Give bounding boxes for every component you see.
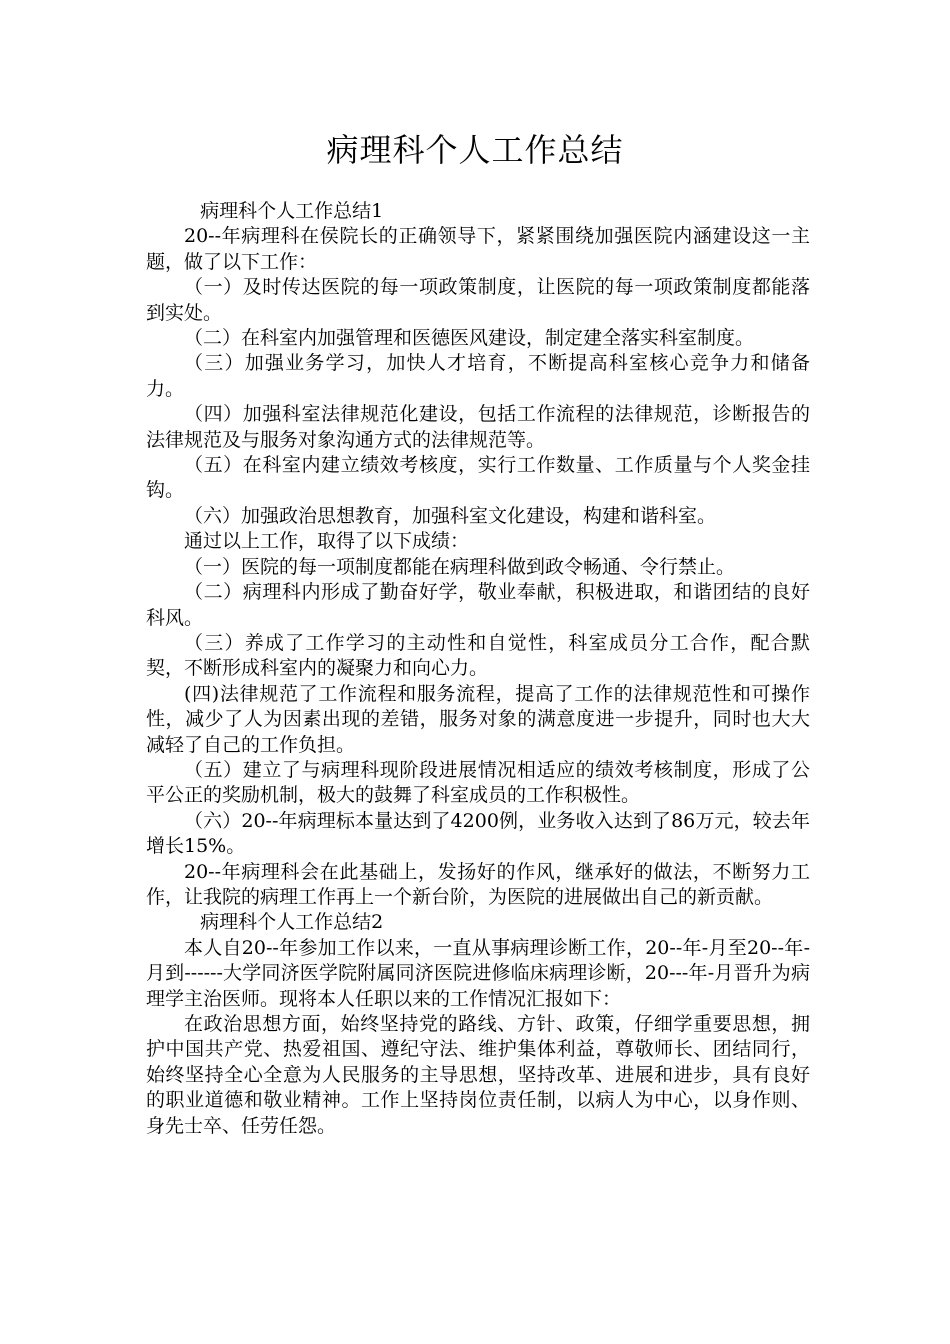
paragraph: 通过以上工作，取得了以下成绩： (184, 530, 470, 553)
paragraph: （四）加强科室法律规范化建设，包括工作流程的法律规范，诊断报告的法律规范及与服务对象沟通方式的法律规范等。 (146, 403, 810, 451)
section-heading-1: 病理科个人工作总结1 (200, 200, 384, 222)
paragraph: （三）加强业务学习，加快人才培育，不断提高科室核心竞争力和储备力。 (146, 352, 810, 400)
paragraph: （六）加强政治思想教育，加强科室文化建设，构建和谐科室。 (184, 504, 717, 527)
document-title: 病理科个人工作总结 (326, 131, 624, 169)
paragraph: （三）养成了工作学习的主动性和自觉性，科室成员分工合作，配合默契，不断形成科室内的凝聚力和向心力。 (146, 631, 810, 680)
paragraph: 在政治思想方面，始终坚持党的路线、方针、政策，仔细学重要思想，拥护中国共产党、热爱祖国、遵纪守法、维护集体利益，尊敬师长、团结同行，始终坚持全心全意为人民服务的主导思想，坚持改革、进展和进步，具有良好的职业道德和敬业精神。工作上坚持岗位责任制，以病人为中心，以身作则、身先士卒、任劳任怨。 (146, 1013, 810, 1137)
paragraph: （一）及时传达医院的每一项政策制度，让医院的每一项政策制度都能落到实处。 (146, 276, 810, 324)
paragraph: （一）医院的每一项制度都能在病理科做到政令畅通、令行禁止。 (184, 555, 736, 578)
paragraph: （二）在科室内加强管理和医德医风建设，制定建全落实科室制度。 (184, 327, 755, 350)
paragraph: （五）在科室内建立绩效考核度，实行工作数量、工作质量与个人奖金挂钩。 (146, 454, 810, 502)
paragraph: （六）20--年病理标本量达到了4200例，业务收入达到了86万元，较去年增长15%。 (146, 809, 810, 858)
paragraph: 20--年病理科会在此基础上，发扬好的作风，继承好的做法，不断努力工作，让我院的病理工作再上一个新台阶，为医院的进展做出自己的新贡献。 (146, 860, 810, 908)
document-body (146, 199, 810, 1139)
paragraph: 本人自20--年参加工作以来，一直从事病理诊断工作，20--年-月至20--年-月到------大学同济医学院附属同济医院进修临床病理诊断，20---年-月晋升为病理学主治医师。现将本人任职以来的工作情况汇报如下： (146, 936, 810, 1010)
paragraph: (四)法律规范了工作流程和服务流程，提高了工作的法律规范性和可操作性，减少了人为因素出现的差错，服务对象的满意度进一步提升，同时也大大减轻了自己的工作负担。 (146, 682, 810, 756)
paragraph: （二）病理科内形成了勤奋好学，敬业奉献，积极进取，和谐团结的良好科风。 (146, 581, 810, 629)
paragraph: 20--年病理科在侯院长的正确领导下，紧紧围绕加强医院内涵建设这一主题，做了以下工作： (146, 225, 810, 273)
section-heading-2: 病理科个人工作总结2 (200, 911, 384, 934)
paragraph: （五）建立了与病理科现阶段进展情况相适应的绩效考核制度，形成了公平公正的奖励机制，极大的鼓舞了科室成员的工作积极性。 (146, 758, 810, 807)
